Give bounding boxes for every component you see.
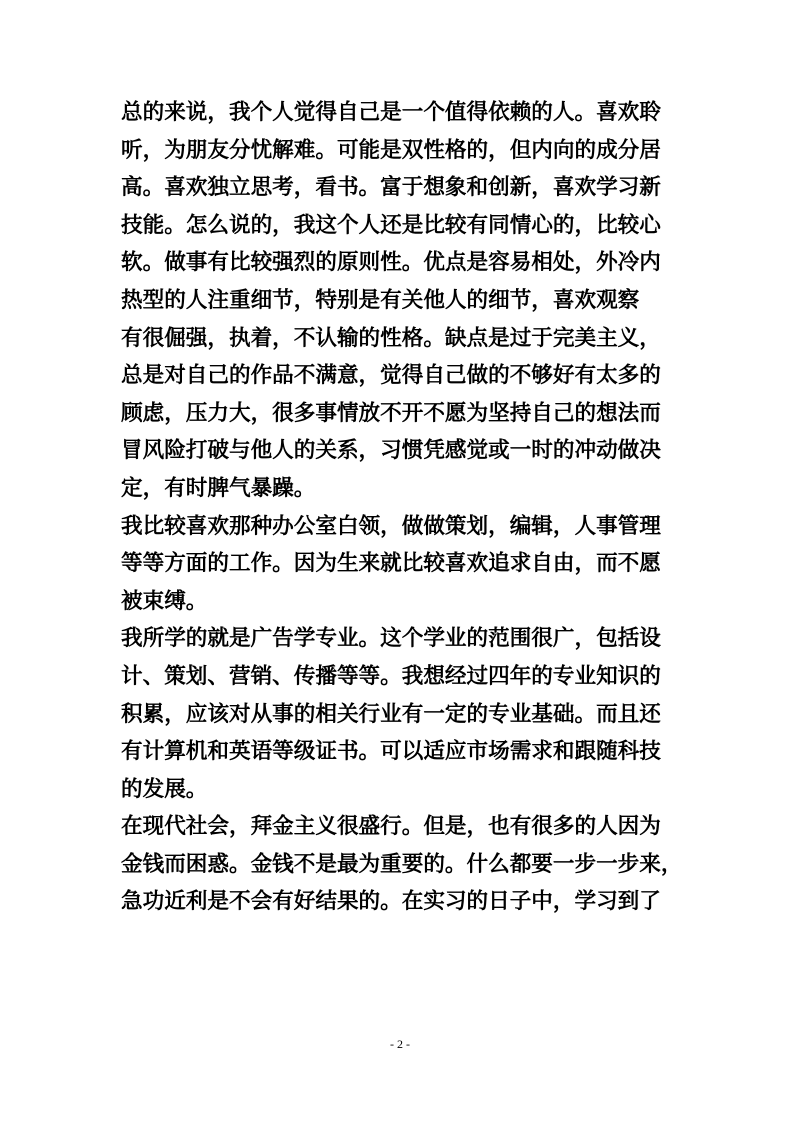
text-line: 总的来说，我个人觉得自己是一个值得依赖的人。喜欢聆 [121,100,661,125]
text-line: 计、策划、营销、传播等等。我想经过四年的专业知识的 [121,663,661,689]
text-line: 我比较喜欢那种办公室白领，做做策划，编辑，人事管理 [121,513,661,539]
text-line: 在现代社会，拜金主义很盛行。但是，也有很多的人因为 [121,814,661,840]
text-line: 总是对自己的作品不满意，觉得自己做的不够好有太多的 [121,363,661,389]
text-line: 被束缚。 [121,588,208,614]
text-line: 等等方面的工作。因为生来就比较喜欢追求自由，而不愿 [121,551,661,577]
text-line: 金钱而困惑。金钱不是最为重要的。什么都要一步一步来， [121,851,683,877]
body-text [121,94,681,921]
text-line: 积累，应该对从事的相关行业有一定的专业基础。而且还 [121,701,661,727]
text-line: 高。喜欢独立思考，看书。富于想象和创新，喜欢学习新 [121,175,661,201]
text-line: 我所学的就是广告学专业。这个学业的范围很广，包括设 [121,626,661,652]
text-line: 定，有时脾气暴躁。 [121,475,316,501]
page-number: - 2 - [390,1037,410,1051]
text-line: 的发展。 [121,776,208,802]
text-line: 有计算机和英语等级证书。可以适应市场需求和跟随科技 [121,739,661,765]
text-line: 急功近利是不会有好结果的。在实习的日子中，学习到了 [121,889,661,915]
text-line: 顾虑，压力大，很多事情放不开不愿为坚持自己的想法而 [121,400,661,426]
text-line: 有很倔强，执着，不认输的性格。缺点是过于完美主义， [121,325,661,351]
text-line: 冒风险打破与他人的关系，习惯凭感觉或一时的冲动做决 [121,438,661,464]
text-line: 技能。怎么说的，我这个人还是比较有同情心的，比较心 [121,212,661,238]
text-line: 软。做事有比较强烈的原则性。优点是容易相处，外冷内 [121,250,661,276]
text-line: 听，为朋友分忧解难。可能是双性格的，但内向的成分居 [121,137,661,163]
text-line: 热型的人注重细节，特别是有关他人的细节，喜欢观察 [121,287,640,313]
